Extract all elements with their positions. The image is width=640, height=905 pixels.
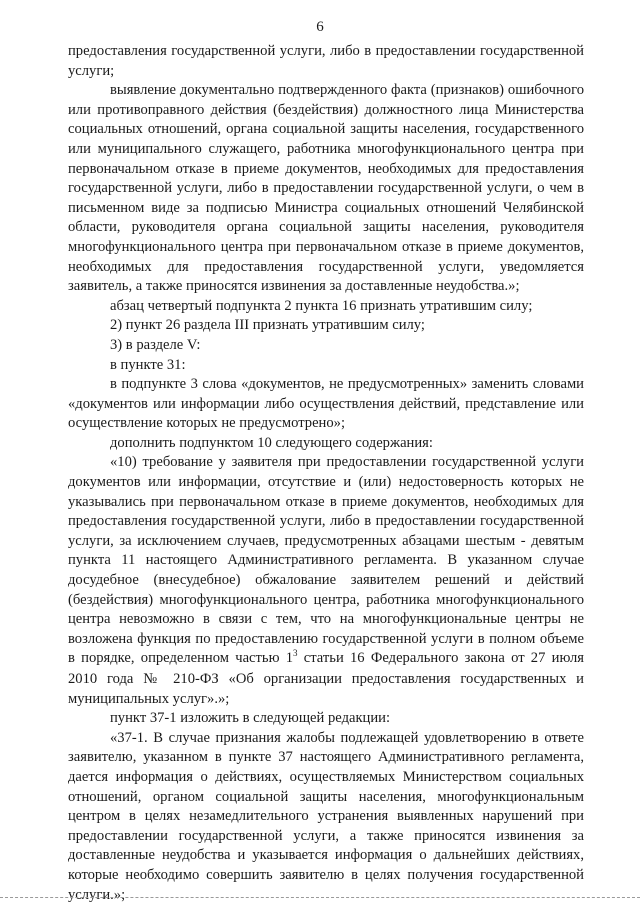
paragraph: 2) пункт 26 раздела III признать утратившим силу; — [110, 317, 425, 334]
paragraph-text: статьи 16 Федерального закона от 27 июля 2010 года № 210-ФЗ «Об организации предоставления государственных и муниципальных услуг».»; — [68, 650, 584, 707]
page-number: 6 — [316, 19, 324, 35]
paragraph: дополнить подпунктом 10 следующего содержания: — [110, 434, 433, 451]
paragraph-text: «10) требование у заявителя при предоставлении государственной услуги документов или информации, отсутствие и (или) недостоверность которых не указывались при первоначальном отказе в приеме документов, необходимых для предоставления государственной услуги, либо в предоставлении государственной услуги, за исключением случаев, предусмотренных абзацами шестым - девятым пункта 11 настоящего Административного регламента. В указанном случае досудебное (внесудебное) обжалование заявителем решений и действий (бездействия) многофункционального центра, работника многофункционального центра невозможно в связи с тем, что на многофункциональные центры не возложена функция по предоставлению государственной услуги в полном объеме в порядке, определенном частью 1 — [68, 454, 584, 667]
paragraph — [68, 453, 584, 709]
paragraph: в пункте 31: — [110, 356, 186, 373]
paragraph: «37-1. В случае признания жалобы подлежащей удовлетворению в ответе заявителю, указанном в пункте 37 настоящего Административного регламента, дается информация о действиях, осуществляемых Министерством социальных отношений, органом социальной защиты населения, многофункциональным центром в целях незамедлительного устранения выявленных нарушений при предоставлении государственной услуги, а также приносятся извинения за доставленные неудобства и указывается информация о дальнейших действиях, которые необходимо совершить заявителю в целях получения государственной услуги.»; — [68, 729, 584, 903]
paragraph: в подпункте 3 слова «документов, не предусмотренных» заменить словами «документов или информации либо осуществления действий, представление или осуществление которых не предусмотрено»; — [68, 376, 584, 432]
paragraph: абзац четвертый подпункта 2 пункта 16 признать утратившим силу; — [110, 297, 533, 314]
superscript: 3 — [293, 648, 298, 659]
paragraph: предоставления государственной услуги, либо в предоставлении государственной услуги; — [68, 43, 584, 79]
paragraph: пункт 37-1 изложить в следующей редакции: — [110, 710, 391, 727]
document-body — [68, 42, 584, 905]
footer-divider — [0, 897, 640, 898]
paragraph: 3) в разделе V: — [110, 336, 201, 353]
paragraph: выявление документально подтвержденного факта (признаков) ошибочного или противоправного действия (бездействия) должностного лица Министерства социальных отношений, органа социальной защиты населения, государственного или муниципального служащего, работника многофункционального центра при первоначальном отказе в приеме документов, необходимых для предоставления государственной услуги, либо в предоставлении государственной услуги, о чем в письменном виде за подписью Министра социальных отношений Челябинской области, руководителя органа социальной защиты населения, руководителя многофункционального центра при первоначальном отказе в приеме документов, необходимых для предоставления государственной услуги, уведомляется заявитель, а также приносятся извинения за доставленные неудобства.»; — [68, 82, 584, 295]
